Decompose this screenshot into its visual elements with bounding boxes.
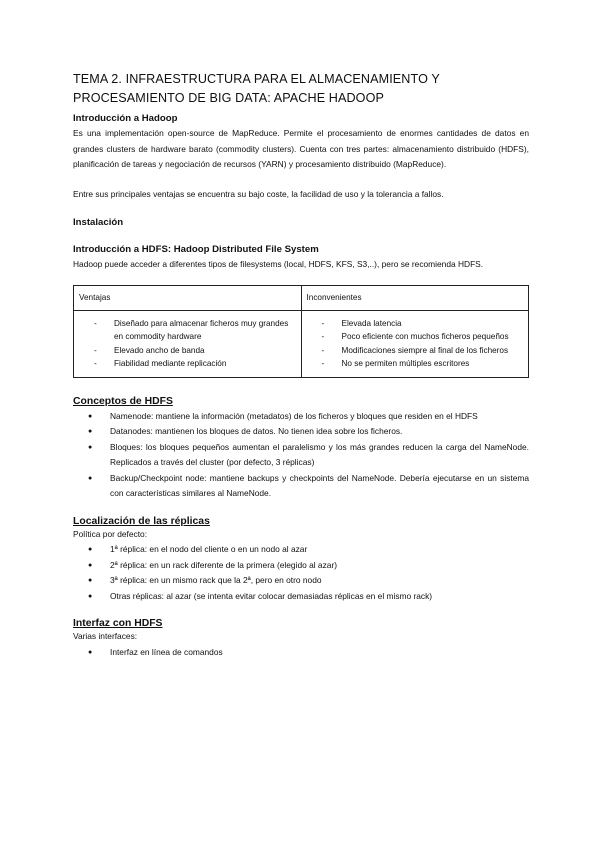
hdfs-intro-paragraph: Hadoop puede acceder a diferentes tipos de filesystems (local, HDFS, KFS, S3,..), pero se recomienda HDFS. [73, 259, 484, 269]
advantages-cell [74, 310, 302, 377]
list-item: - Fiabilidad mediante replicación [74, 357, 295, 371]
list-item: - Elevado ancho de banda [74, 344, 295, 358]
section-heading-interface: Interfaz con HDFS [73, 618, 163, 630]
document-title: TEMA 2. INFRAESTRUCTURA PARA EL ALMACENAMIENTO Y PROCESAMIENTO DE BIG DATA: APACHE HADOOP [73, 72, 440, 105]
intro-paragraph: Es una implementación open-source de MapReduce. Permite el procesamiento de enormes cantidades de datos en grandes clusters de hardware barato (commodity clusters). Cuenta con tres partes: almacenamiento distribuido (HDFS), planificación de tareas y negociación de recursos (YARN) y procesamiento distribuido (MapReduce). [73, 128, 529, 169]
list-item: ● 2ª réplica: en un rack diferente de la primera (elegido al azar) [73, 558, 529, 574]
list-item: ● Interfaz en línea de comandos [73, 645, 529, 661]
list-item: - No se permiten múltiples escritores [302, 357, 523, 371]
list-item: - Modificaciones siempre al final de los ficheros [302, 344, 523, 358]
list-item: - Diseñado para almacenar ficheros muy grandes en commodity hardware [74, 317, 295, 344]
advantages-paragraph: Entre sus principales ventajas se encuentra su bajo coste, la facilidad de uso y la tolerancia a fallos. [73, 188, 444, 199]
replicas-intro: Política por defecto: [73, 528, 148, 539]
table-header-disadvantages: Inconvenientes [301, 285, 529, 310]
list-item: ● Backup/Checkpoint node: mantiene backups y checkpoints del NameNode. Debería ejecutarse en un sistema con características similares al NameNode. [73, 471, 529, 502]
concepts-list [73, 409, 529, 502]
comparison-table [73, 285, 529, 378]
interface-intro: Varias interfaces: [73, 631, 138, 642]
document-page [73, 70, 529, 660]
table-header-row [74, 285, 529, 310]
list-item: ● Namenode: mantiene la información (metadatos) de los ficheros y bloques que residen en el HDFS [73, 409, 529, 425]
section-heading-replicas: Localización de las réplicas [73, 515, 210, 527]
list-item: - Elevada latencia [302, 317, 523, 331]
disadvantages-cell [301, 310, 529, 377]
replicas-list [73, 542, 529, 604]
list-item: - Poco eficiente con muchos ficheros pequeños [302, 330, 523, 344]
section-heading-intro: Introducción a Hadoop [73, 113, 178, 124]
interface-list [73, 645, 529, 661]
list-item: ● Otras réplicas: al azar (se intenta evitar colocar demasiadas réplicas en el mismo rack) [73, 589, 529, 605]
table-body-row [74, 310, 529, 377]
list-item: ● Datanodes: mantienen los bloques de datos. No tienen idea sobre los ficheros. [73, 424, 529, 440]
list-item: ● 3ª réplica: en un mismo rack que la 2ª, pero en otro nodo [73, 573, 529, 589]
section-heading-concepts: Conceptos de HDFS [73, 395, 173, 407]
list-item: ● 1ª réplica: en el nodo del cliente o en un nodo al azar [73, 542, 529, 558]
table-header-advantages: Ventajas [74, 285, 302, 310]
list-item: ● Bloques: los bloques pequeños aumentan el paralelismo y los más grandes reducen la carga del NameNode. Replicados a través del cluster (por defecto, 3 réplicas) [73, 440, 529, 471]
section-heading-hdfs-intro: Introducción a HDFS: Hadoop Distributed File System [73, 244, 319, 255]
section-heading-installation: Instalación [73, 217, 124, 228]
